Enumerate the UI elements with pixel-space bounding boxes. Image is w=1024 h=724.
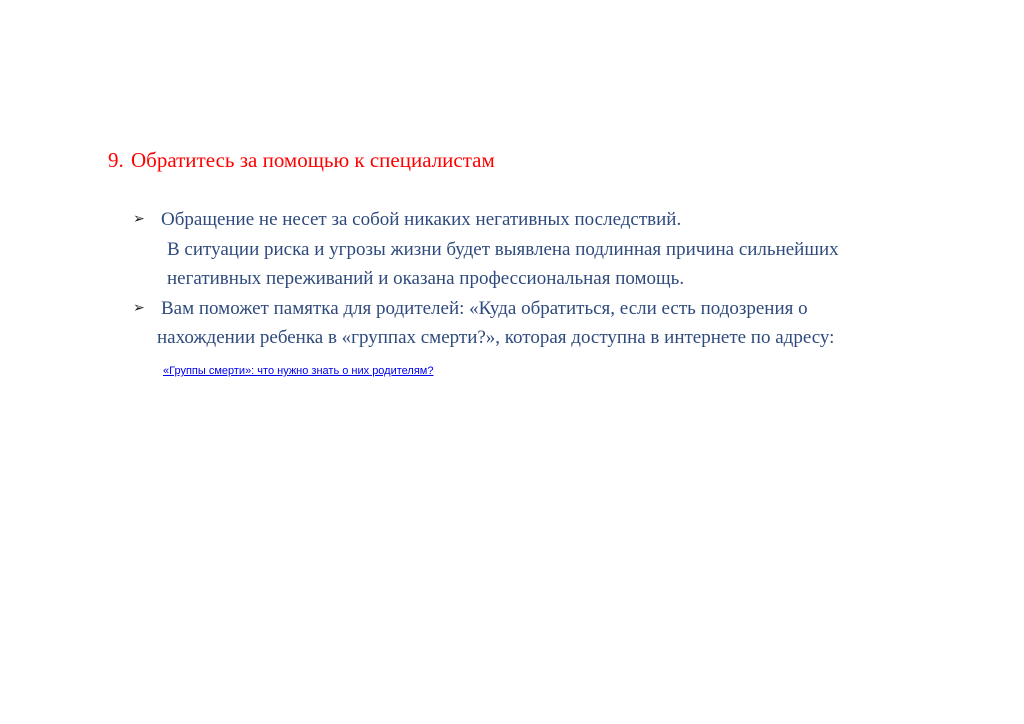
bullet-2-line-1: Вам поможет памятка для родителей: «Куда обратиться, если есть подозрения о [161, 297, 808, 319]
list-item [133, 294, 993, 353]
bullet-1-line-1: Обращение не несет за собой никаких негативных последствий. [161, 209, 682, 230]
bullet-1-line-2: В ситуации риска и угрозы жизни будет выявлена подлинная причина сильнейших [167, 238, 839, 260]
list-item [133, 205, 993, 294]
bullet-1-line-3: негативных переживаний и оказана профессиональная помощь. [167, 268, 685, 289]
link-line [163, 364, 433, 378]
bullet-list [133, 205, 993, 353]
arrow-bullet-icon: ➢ [133, 212, 145, 227]
bullet-2-line-2: нахождении ребенка в «группах смерти?», которая доступна в интернете по адресу: [157, 327, 835, 348]
page-title [108, 146, 495, 174]
heading-number: 9. [108, 148, 124, 172]
parents-guide-link[interactable]: «Группы смерти»: что нужно знать о них родителям? [163, 365, 434, 377]
arrow-bullet-icon: ➢ [133, 300, 145, 316]
heading-text: Обратитесь за помощью к специалистам [131, 148, 495, 172]
